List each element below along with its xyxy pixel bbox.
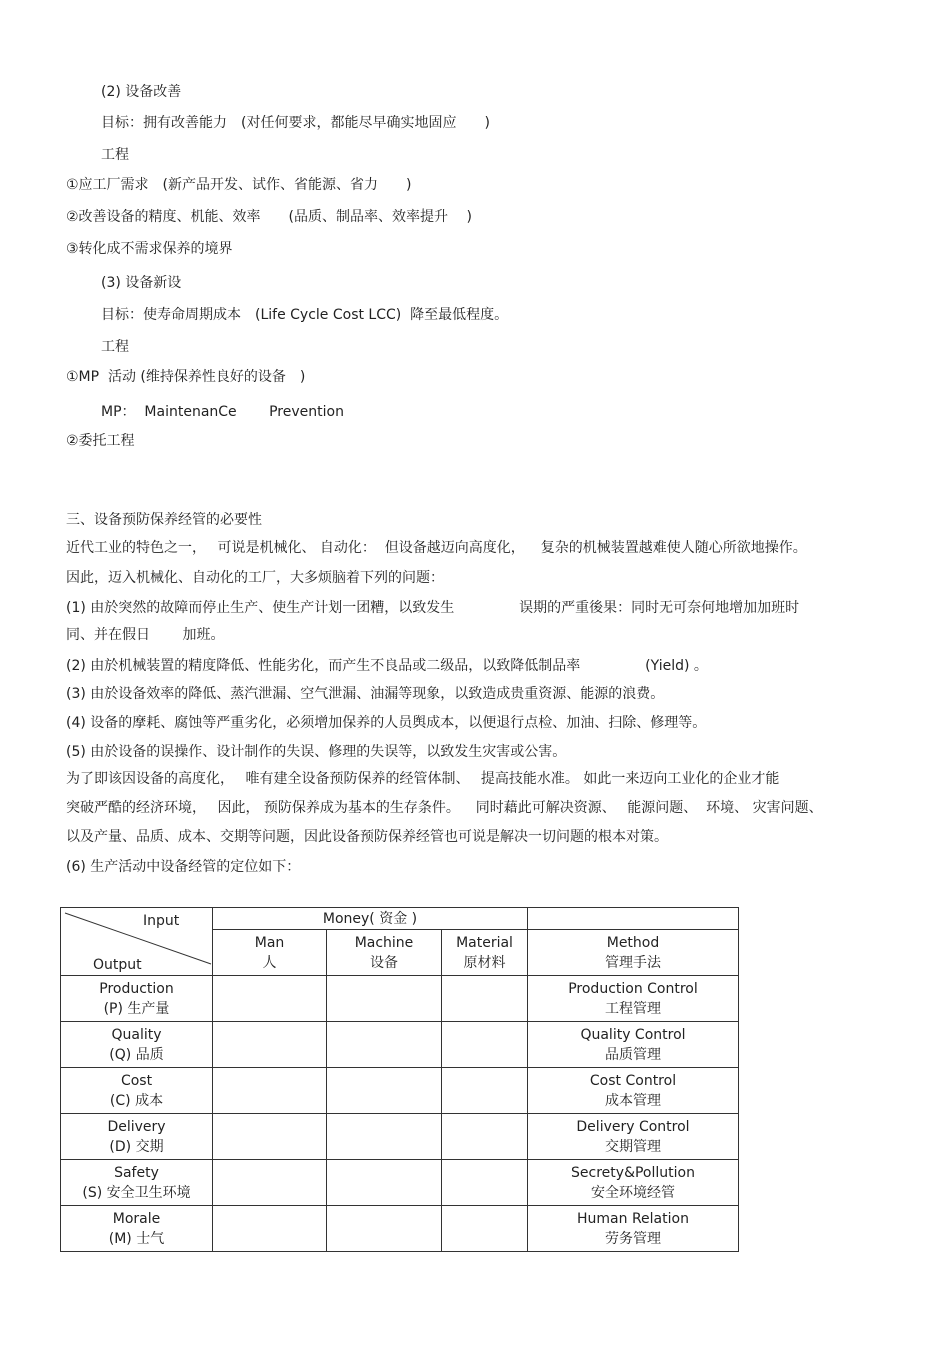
- table-cell: [442, 1160, 528, 1206]
- table-cell: [213, 1206, 327, 1252]
- row-header-production: Production (P) 生产量: [61, 976, 213, 1022]
- conclusion-line-1: 为了即该因设备的高度化， 唯有建全设备预防保养的经管体制、 提高技能水准。 如此一来迈向工业化的企业才能: [66, 771, 780, 787]
- table-row: [61, 1160, 739, 1206]
- money-header: Money( 资金 ): [213, 908, 528, 930]
- column-header-material: Material 原材料: [442, 930, 528, 976]
- row-header-delivery: Delivery (D) 交期: [61, 1114, 213, 1160]
- input-label: Input: [143, 913, 180, 929]
- section-heading-equipment-improvement: (2) 设备改善: [101, 84, 182, 100]
- method-cell-delivery: Delivery Control 交期管理: [528, 1114, 739, 1160]
- problem-item-1-cont: 同、并在假日 加班。: [66, 627, 225, 643]
- row-header-morale: Morale (M) 士气: [61, 1206, 213, 1252]
- new-equipment-item-2: ②委托工程: [66, 433, 135, 449]
- table-row: [61, 976, 739, 1022]
- table-cell: [213, 1114, 327, 1160]
- conclusion-line-3: 以及产量、品质、成本、交期等问题，因此设备预防保养经管也可说是解决一切问题的根本对策。: [66, 829, 668, 845]
- table-cell: [327, 976, 442, 1022]
- problem-item-4: (4) 设备的摩耗、腐蚀等严重劣化，必须增加保养的人员舆成本，以便退行点检、加油、扫除、修理等。: [66, 715, 707, 731]
- new-equipment-process-label: 工程: [101, 339, 129, 355]
- table-cell: [327, 1022, 442, 1068]
- table-cell: [327, 1206, 442, 1252]
- column-header-man: Man 人: [213, 930, 327, 976]
- new-equipment-item-1: ①MP 活动 (维持保养性良好的设备 ): [66, 369, 306, 385]
- table-row: [61, 1022, 739, 1068]
- method-cell-quality: Quality Control 品质管理: [528, 1022, 739, 1068]
- section-heading-necessity: 三、设备预防保养经管的必要性: [66, 512, 262, 528]
- column-header-machine: Machine 设备: [327, 930, 442, 976]
- table-cell: [327, 1160, 442, 1206]
- improvement-goal-line: 目标：拥有改善能力 (对任何要求，都能尽早确实地固应 ): [101, 115, 490, 131]
- improvement-item-2: ②改善设备的精度、机能、效率 (品质、制品率、效率提升 ): [66, 209, 472, 225]
- corner-header-cell: [61, 908, 213, 976]
- table-cell: [442, 976, 528, 1022]
- table-cell: [442, 1206, 528, 1252]
- table-row: [61, 1114, 739, 1160]
- problem-item-2: (2) 由於机械装置的精度降低、性能劣化，而产生不良品或二级品，以致降低制品率 (Yield) 。: [66, 658, 708, 674]
- improvement-item-3: ③转化成不需求保养的境界: [66, 241, 233, 257]
- row-header-quality: Quality (Q) 品质: [61, 1022, 213, 1068]
- table-cell: [213, 1160, 327, 1206]
- table-cell: [213, 1068, 327, 1114]
- new-equipment-goal-line: 目标：使寿命周期成本 (Life Cycle Cost LCC) 降至最低程度。: [101, 307, 509, 323]
- output-label: Output: [93, 957, 142, 973]
- table-row: [61, 1206, 739, 1252]
- table-intro-line: (6) 生产活动中设备经管的定位如下：: [66, 859, 301, 875]
- row-header-safety: Safety (S) 安全卫生环境: [61, 1160, 213, 1206]
- problem-item-3: (3) 由於设备效率的降低、蒸汽泄漏、空气泄漏、油漏等现象，以致造成贵重资源、能源的浪费。: [66, 686, 665, 702]
- improvement-item-1: ①应工厂需求 (新产品开发、试作、省能源、省力 ): [66, 177, 412, 193]
- section-heading-new-equipment: (3) 设备新设: [101, 275, 182, 291]
- problem-item-1: (1) 由於突然的故障而停止生产、使生产计划一团糟，以致发生 误期的严重後果：同时无可奈何地增加加班时: [66, 600, 800, 616]
- table-cell: [442, 1068, 528, 1114]
- method-cell-safety: Secrety&Pollution 安全环境经管: [528, 1160, 739, 1206]
- method-cell-cost: Cost Control 成本管理: [528, 1068, 739, 1114]
- table-cell: [327, 1114, 442, 1160]
- problem-item-5: (5) 由於设备的误操作、设计制作的失误、修理的失误等，以致发生灾害或公害。: [66, 744, 567, 760]
- table-cell: [442, 1022, 528, 1068]
- column-header-method: Method 管理手法: [528, 930, 739, 976]
- table-cell: [327, 1068, 442, 1114]
- paragraph-line-2: 因此，迈入机械化、自动化的工厂，大多烦脑着下列的问题：: [66, 570, 444, 586]
- equipment-management-table: [60, 907, 739, 1252]
- conclusion-line-2: 突破严酷的经济环境， 因此， 预防保养成为基本的生存条件。 同时藉此可解决资源、 能源问题、 环境、 灾害问题、: [66, 800, 823, 816]
- table-cell: [213, 976, 327, 1022]
- row-header-cost: Cost (C) 成本: [61, 1068, 213, 1114]
- method-cell-production: Production Control 工程管理: [528, 976, 739, 1022]
- table-row: [61, 1068, 739, 1114]
- mp-definition-line: MP： MaintenanCe Prevention: [101, 404, 344, 420]
- method-cell-morale: Human Relation 劳务管理: [528, 1206, 739, 1252]
- improvement-process-label: 工程: [101, 147, 129, 163]
- table-cell: [442, 1114, 528, 1160]
- table-cell: [213, 1022, 327, 1068]
- paragraph-line-1: 近代工业的特色之一， 可说是机械化、 自动化： 但设备越迈向高度化， 复杂的机械装置越难使人随心所欲地操作。: [66, 540, 807, 556]
- empty-header-cell: [528, 908, 739, 930]
